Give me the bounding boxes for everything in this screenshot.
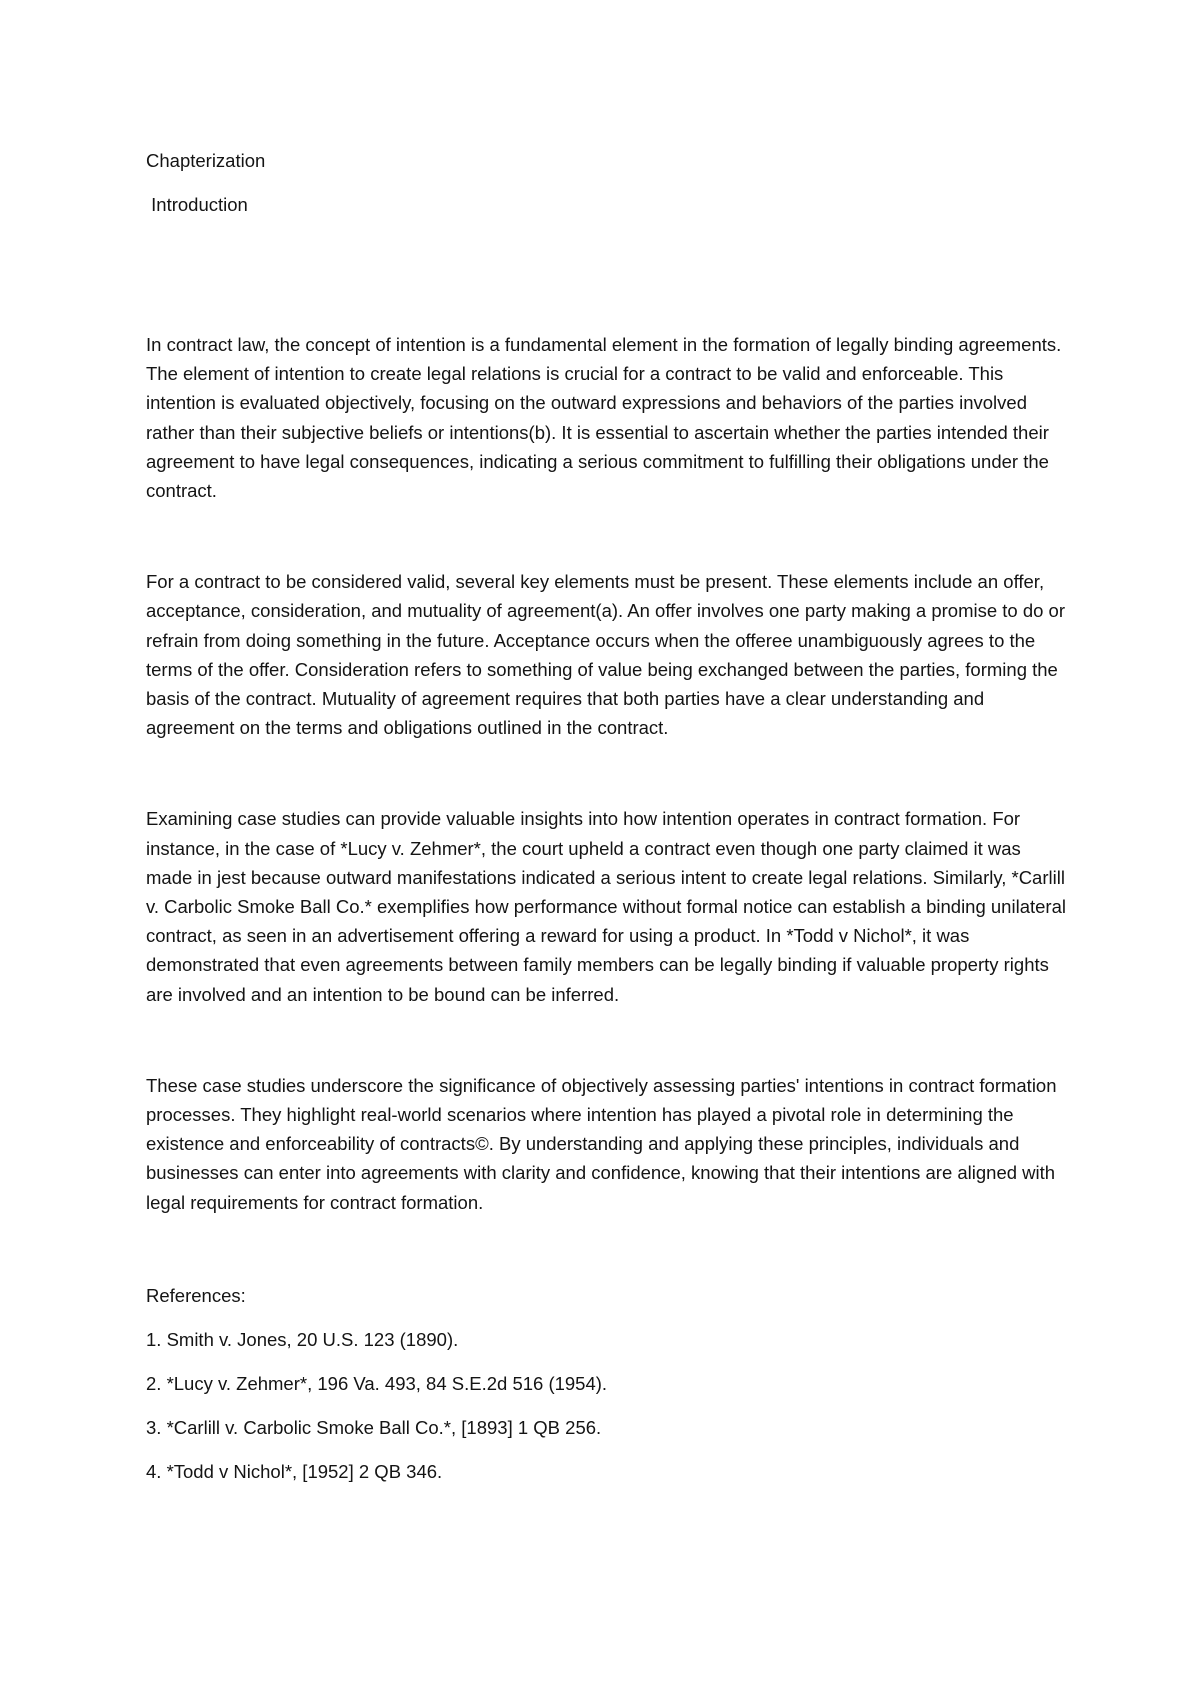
references-heading: References: — [146, 1284, 246, 1306]
paragraph-intention: In contract law, the concept of intention is a fundamental element in the formation of legally binding agreements. The element of intention to create legal relations is crucial for a contract to be valid and enforceable. This intention is evaluated objectively, focusing on the outward expressions and behaviors of the parties involved rather than their subjective beliefs or intentions(b). It is essential to ascertain whether the parties intended their agreement to have legal consequences, indicating a serious commitment to fulfilling their obligations under the contract. — [146, 334, 1062, 502]
paragraph-case-studies: Examining case studies can provide valuable insights into how intention operates in contract formation. For instance, in the case of *Lucy v. Zehmer*, the court upheld a contract even though one party claimed it was made in jest because outward manifestations indicated a serious intent to create legal relations. Similarly, *Carlill v. Carbolic Smoke Ball Co.* exemplifies how performance without formal notice can establish a binding unilateral contract, as seen in an advertisement offering a reward for using a product. In *Todd v Nichol*, it was demonstrated that even agreements between family members can be legally binding if valuable property rights are involved and an intention to be bound can be inferred. — [146, 808, 1066, 1005]
chapter-heading: Chapterization — [146, 150, 266, 171]
reference-item: 1. Smith v. Jones, 20 U.S. 123 (1890). — [146, 1328, 459, 1350]
paragraph-significance: These case studies underscore the significance of objectively assessing parties' intentions in contract formation processes. They highlight real-world scenarios where intention has played a pivotal role in determining the existence and enforceability of contracts©. By understanding and applying these principles, individuals and businesses can enter into agreements with clarity and confidence, knowing that their intentions are aligned with legal requirements for contract formation. — [146, 1074, 1057, 1213]
reference-item: 4. *Todd v Nichol*, [1952] 2 QB 346. — [146, 1460, 443, 1482]
paragraph-key-elements: For a contract to be considered valid, several key elements must be present. These elements include an offer, acceptance, consideration, and mutuality of agreement(a). An offer involves one party making a promise to do or refrain from doing something in the future. Acceptance occurs when the offeree unambiguously agrees to the terms of the offer. Consideration refers to something of value being exchanged between the parties, forming the basis of the contract. Mutuality of agreement requires that both parties have a clear understanding and agreement on the terms and obligations outlined in the contract. — [146, 571, 1066, 739]
reference-item: 3. *Carlill v. Carbolic Smoke Ball Co.*, [1893] 1 QB 256. — [146, 1416, 602, 1438]
reference-item: 2. *Lucy v. Zehmer*, 196 Va. 493, 84 S.E.2d 516 (1954). — [146, 1372, 608, 1394]
section-heading: Introduction — [146, 194, 248, 215]
document-body — [146, 146, 1066, 1501]
references-section — [146, 1281, 1066, 1486]
